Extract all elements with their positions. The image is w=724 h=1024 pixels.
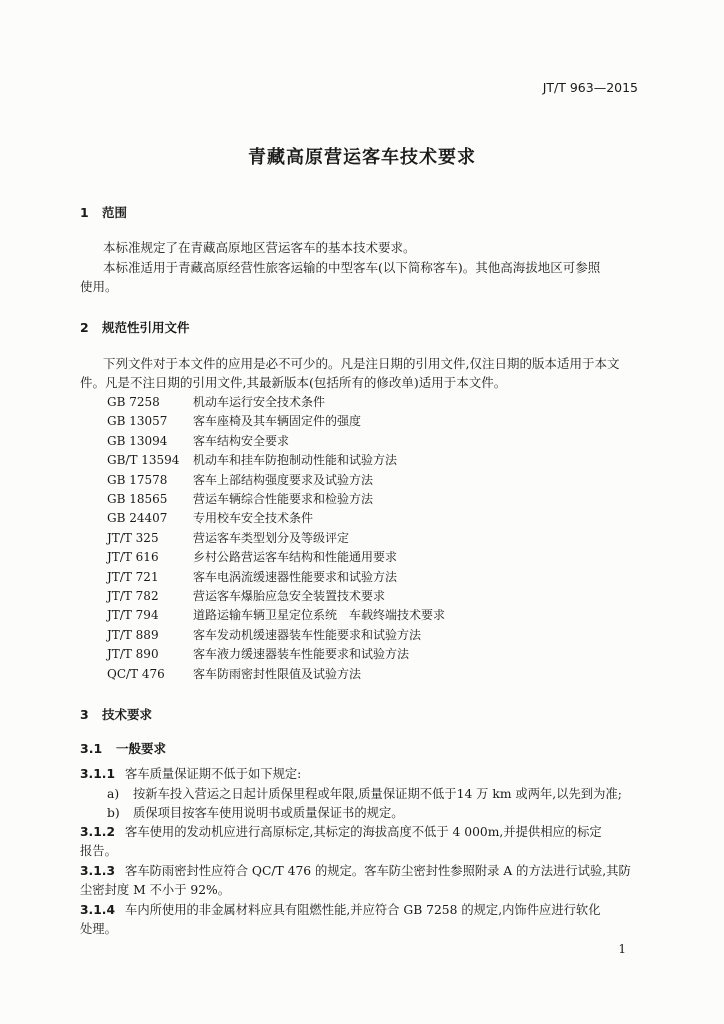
clause-number: 3.1.1 [80,767,116,781]
reference-code: GB/T 13594 [107,453,180,468]
reference-item [107,548,445,567]
reference-title: 营运客车类型划分及等级评定 [193,530,350,545]
reference-title: 道路运输车辆卫星定位系统 车载终端技术要求 [193,608,446,623]
reference-item [107,606,445,625]
reference-title: 专用校车安全技术条件 [193,511,314,526]
clause-text: 车内所使用的非金属材料应具有阻燃性能,并应符合 GB 7258 的规定,内饰件应进行软化 [125,903,601,917]
standard-number: JT/T 963—2015 [542,80,638,95]
list-text: 质保项目按客车使用说明书或质量保证书的规定。 [133,806,404,820]
list-item-b [107,803,404,821]
references-intro: 下列文件对于本文件的应用是必不可少的。凡是注日期的引用文件,仅注日期的版本适用于本文 [103,356,620,371]
reference-item [107,432,445,451]
reference-item [107,490,445,509]
reference-code: JT/T 889 [107,627,159,642]
reference-item [107,509,445,528]
subsection-3-1-title: 一般要求 [116,741,167,756]
reference-title: 营运客车爆胎应急安全装置技术要求 [193,589,386,604]
clause-number: 3.1.2 [80,825,116,839]
reference-item [107,587,445,606]
subsection-3-1-number: 3.1 [80,741,103,756]
clause-3-1-1 [80,765,301,785]
reference-code: GB 13057 [107,414,168,429]
clause-3-1-2-cont: 报告。 [80,844,117,858]
reference-title: 机动车和挂车防抱制动性能和试验方法 [193,453,398,468]
reference-code: QC/T 476 [107,666,165,681]
scope-paragraph-2-cont: 使用。 [80,279,118,294]
section-2-heading [80,318,190,336]
clause-3-1-4-cont: 处理。 [80,922,117,936]
section-3-number: 3 [80,707,89,722]
reference-list [107,393,445,684]
list-label: b) [107,806,120,820]
list-label: a) [107,787,120,801]
reference-title: 营运车辆综合性能要求和检验方法 [193,492,374,507]
reference-title: 客车结构安全要求 [193,433,290,448]
reference-code: GB 17578 [107,472,168,487]
clause-number: 3.1.3 [80,864,116,878]
list-item-a [107,784,622,802]
reference-code: GB 7258 [107,395,160,409]
clause-text: 客车质量保证期不低于如下规定: [125,767,302,781]
clause-3-1-4 [80,901,601,921]
reference-item [107,529,445,548]
reference-code: JT/T 325 [107,530,159,545]
reference-code: JT/T 721 [107,569,159,584]
section-1-number: 1 [80,205,89,220]
references-intro-cont: 件。凡是不注日期的引用文件,其最新版本(包括所有的修改单)适用于本文件。 [80,375,507,390]
scope-paragraph-1: 本标准规定了在青藏高原地区营运客车的基本技术要求。 [103,240,416,255]
clause-3-1-3-cont: 尘密封度 M 不小于 92%。 [80,883,231,897]
section-1-heading [80,203,127,221]
section-1-title: 范围 [102,205,128,220]
reference-code: JT/T 890 [107,647,159,662]
reference-title: 客车电涡流缓速器性能要求和试验方法 [193,569,398,584]
clause-3-1-3 [80,862,631,882]
section-2-number: 2 [80,320,89,335]
section-3-title: 技术要求 [102,707,153,722]
reference-title: 客车防雨密封性限值及试验方法 [193,666,362,681]
subsection-3-1-heading [80,739,166,757]
page-number: 1 [618,942,626,956]
reference-item [107,626,445,645]
list-text: 按新车投入营运之日起计质保里程或年限,质量保证期不低于14 万 km 或两年,以先到为准; [133,787,622,801]
reference-code: GB 13094 [107,433,168,448]
reference-item [107,393,445,412]
reference-item [107,568,445,587]
scope-paragraph-2: 本标准适用于青藏高原经营性旅客运输的中型客车(以下简称客车)。其他高海拔地区可参照 [103,260,601,275]
reference-title: 客车发动机缓速器装车性能要求和试验方法 [193,627,422,642]
reference-item [107,645,445,664]
reference-code: GB 18565 [107,492,168,507]
reference-item [107,665,445,684]
document-title: 青藏高原营运客车技术要求 [248,147,476,168]
reference-title: 机动车运行安全技术条件 [193,395,326,409]
section-2-title: 规范性引用文件 [102,320,190,335]
reference-item [107,471,445,490]
clause-text: 客车防雨密封性应符合 QC/T 476 的规定。客车防尘密封性参照附录 A 的方法进行试验,其防 [125,864,631,878]
reference-title: 客车液力缓速器装车性能要求和试验方法 [193,647,410,662]
reference-title: 客车座椅及其车辆固定件的强度 [193,414,362,429]
clause-3-1-2 [80,823,602,843]
reference-code: GB 24407 [107,511,168,526]
reference-item [107,451,445,470]
reference-code: JT/T 616 [107,550,159,565]
clause-number: 3.1.4 [80,903,116,917]
clause-text: 客车使用的发动机应进行高原标定,其标定的海拔高度不低于 4 000m,并提供相应的标定 [125,825,602,839]
section-3-heading [80,705,152,723]
reference-code: JT/T 782 [107,589,159,604]
reference-item [107,412,445,431]
reference-title: 客车上部结构强度要求及试验方法 [193,472,374,487]
reference-code: JT/T 794 [107,608,159,623]
reference-title: 乡村公路营运客车结构和性能通用要求 [193,550,398,565]
